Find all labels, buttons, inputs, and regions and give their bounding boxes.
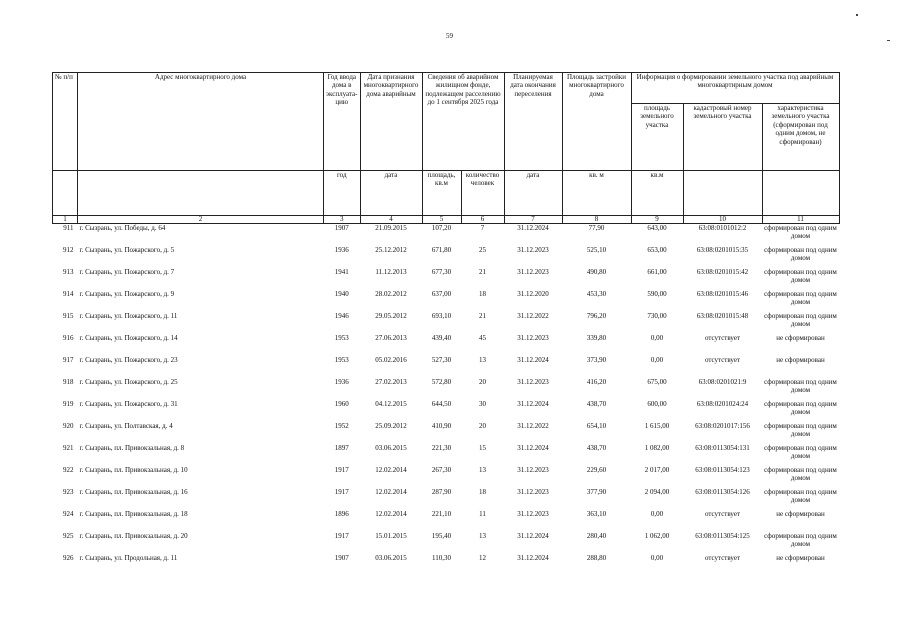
row-planned-date: 31.12.2024 [517,554,549,562]
header-unit-empty [762,171,839,216]
row-address: г. Сызрань, пл. Привокзальная, д. 18 [79,510,188,518]
row-area: 267,30 [431,466,452,474]
row-area: 110,30 [432,554,451,562]
column-number: 8 [562,216,631,224]
row-land-area: 1 062,00 [644,532,670,540]
row-building-area: 280,40 [586,532,607,540]
row-year: 1953 [334,356,349,364]
row-building-area: 525,10 [586,246,607,254]
row-area: 221,10 [431,510,452,518]
row-characteristic: не сформирован [776,554,825,562]
column-number: 1 [53,216,78,224]
row-land-area: 675,00 [647,378,667,386]
row-planned-date: 31.12.2023 [517,488,549,496]
header-unit-empty [78,171,324,216]
row-area: 287,90 [431,488,452,496]
row-land-area: 0,00 [650,554,664,562]
row-year: 1953 [334,334,349,342]
table-row [53,510,840,532]
row-cadastral: 63:08:0113054:123 [695,466,750,474]
table-row [53,488,840,510]
row-recognition-date: 15.01.2015 [375,532,407,540]
row-characteristic: не сформирован [776,356,825,364]
header-unit-sqm2: кв.м [631,171,683,216]
row-recognition-date: 05.02.2016 [375,356,407,364]
row-people: 13 [479,532,486,540]
row-building-area: 373,90 [586,356,607,364]
row-area: 527,30 [431,356,452,364]
row-number: 914 [63,290,74,298]
page-number: 59 [446,32,453,40]
row-land-area: 0,00 [650,510,664,518]
row-planned-date: 31.12.2023 [517,268,549,276]
row-land-area: 2 094,00 [644,488,670,496]
header-unit-sqm: кв. м [562,171,631,216]
row-characteristic: сформирован под одним домом [764,488,837,504]
header-unit-date: дата [360,171,422,216]
row-area: 693,10 [431,312,452,320]
row-year: 1936 [334,378,349,386]
row-people: 21 [479,312,486,320]
header-land-area: площадь земельного участка [631,104,683,171]
row-building-area: 288,80 [586,554,607,562]
row-year: 1946 [334,312,349,320]
row-recognition-date: 03.06.2015 [375,554,407,562]
row-recognition-date: 12.02.2014 [375,466,407,474]
row-people: 18 [479,488,486,496]
header-unit-date2: дата [504,171,562,216]
row-building-area: 438,70 [586,400,607,408]
row-number: 913 [63,268,74,276]
row-area: 644,50 [431,400,452,408]
header-unit-empty [683,171,762,216]
row-characteristic: сформирован под одним домом [764,224,837,240]
row-people: 30 [479,400,486,408]
row-planned-date: 31.12.2020 [517,290,549,298]
row-characteristic: сформирован под одним домом [764,400,837,416]
row-number: 917 [63,356,74,364]
row-building-area: 229,60 [586,466,607,474]
row-building-area: 796,20 [586,312,607,320]
row-cadastral: отсутствует [704,554,741,562]
row-address: г. Сызрань, пл. Привокзальная, д. 16 [79,488,188,496]
row-year: 1917 [334,488,349,496]
row-people: 13 [479,466,486,474]
row-land-area: 1 615,00 [644,422,670,430]
header-num: № п/п [53,73,78,171]
row-building-area: 363,10 [586,510,607,518]
row-recognition-date: 03.06.2015 [375,444,407,452]
row-cadastral: 63:08:0101012:2 [698,224,747,232]
row-area: 439,40 [431,334,452,342]
row-area: 410,90 [431,422,452,430]
row-cadastral: 63:08:0113054:125 [695,532,750,540]
row-number: 912 [63,246,74,254]
row-people: 25 [479,246,486,254]
row-characteristic: сформирован под одним домом [764,246,837,262]
row-land-area: 661,00 [647,268,667,276]
header-fund-info: Сведения об аварийном жилищном фонде, подлежащем расселению до 1 сентября 2025 года [422,73,504,171]
column-number: 11 [762,216,839,224]
row-planned-date: 31.12.2024 [517,224,549,232]
row-people: 7 [480,224,485,232]
row-people: 11 [479,510,486,518]
column-number: 7 [504,216,562,224]
scan-speck [887,40,890,41]
row-people: 21 [479,268,486,276]
row-number: 924 [63,510,74,518]
row-people: 12 [479,554,486,562]
row-planned-date: 31.12.2024 [517,356,549,364]
table-row [53,422,840,444]
row-characteristic: сформирован под одним домом [764,378,837,394]
row-recognition-date: 21.09.2015 [375,224,407,232]
table-row [53,400,840,422]
header-unit-empty [53,171,78,216]
table-row [53,290,840,312]
row-planned-date: 31.12.2024 [517,400,549,408]
row-area: 671,80 [431,246,452,254]
row-building-area: 377,90 [586,488,607,496]
row-recognition-date: 27.06.2013 [375,334,407,342]
row-number: 918 [63,378,74,386]
row-number: 922 [63,466,74,474]
table-row [53,246,840,268]
row-people: 15 [479,444,486,452]
row-address: г. Сызрань, ул. Пожарского, д. 31 [79,400,178,408]
row-recognition-date: 27.02.2013 [375,378,407,386]
column-number: 6 [461,216,504,224]
table-row [53,532,840,554]
row-land-area: 643,00 [647,224,667,232]
table-row [53,444,840,466]
row-recognition-date: 29.05.2012 [375,312,407,320]
row-land-area: 2 017,00 [644,466,670,474]
row-address: г. Сызрань, пл. Привокзальная, д. 8 [79,444,185,452]
column-number: 3 [324,216,361,224]
row-cadastral: 63:08:0201017:156 [695,422,750,430]
row-cadastral: отсутствует [704,510,741,518]
row-number: 916 [63,334,74,342]
row-recognition-date: 25.09.2012 [375,422,407,430]
header-land-info: Информация о формировании земельного участка под аварийным многоквартирным домом [631,73,839,104]
row-building-area: 77,90 [588,224,605,232]
row-building-area: 438,70 [586,444,607,452]
emergency-housing-table [52,72,840,568]
row-number: 919 [63,400,74,408]
row-people: 20 [479,422,486,430]
row-characteristic: сформирован под одним домом [764,290,837,306]
row-land-area: 0,00 [650,334,664,342]
row-address: г. Сызрань, пл. Привокзальная, д. 20 [79,532,188,540]
row-planned-date: 31.12.2023 [517,246,549,254]
table-row [53,268,840,290]
row-area: 637,00 [431,290,452,298]
row-recognition-date: 11.12.2013 [375,268,407,276]
row-building-area: 416,20 [586,378,607,386]
row-planned-date: 31.12.2023 [517,378,549,386]
table-row [53,554,840,568]
header-unit-area: площадь, кв.м [422,171,461,216]
row-number: 926 [63,554,74,562]
row-land-area: 730,00 [647,312,667,320]
row-area: 677,30 [431,268,452,276]
header-cadastral: кадастровый номер земельного участка [683,104,762,171]
row-land-area: 0,00 [650,356,664,364]
row-planned-date: 31.12.2024 [517,444,549,452]
row-number: 925 [63,532,74,540]
column-number: 2 [78,216,324,224]
row-characteristic: сформирован под одним домом [764,444,837,460]
row-planned-date: 31.12.2023 [517,510,549,518]
row-land-area: 590,00 [647,290,667,298]
table-row [53,356,840,378]
row-address: г. Сызрань, ул. Победы, д. 64 [79,224,166,232]
row-recognition-date: 28.02.2012 [375,290,407,298]
row-address: г. Сызрань, ул. Пожарского, д. 7 [79,268,175,276]
row-people: 20 [479,378,486,386]
table-row [53,334,840,356]
row-building-area: 654,10 [586,422,607,430]
row-number: 911 [63,224,74,232]
row-cadastral: отсутствует [704,334,741,342]
row-area: 195,40 [431,532,452,540]
row-year: 1917 [334,532,349,540]
row-recognition-date: 12.02.2014 [375,488,407,496]
row-building-area: 490,80 [586,268,607,276]
row-characteristic: сформирован под одним домом [764,268,837,284]
row-address: г. Сызрань, ул. Пожарского, д. 11 [79,312,178,320]
row-number: 921 [63,444,74,452]
row-recognition-date: 04.12.2015 [375,400,407,408]
row-recognition-date: 12.02.2014 [375,510,407,518]
row-year: 1896 [334,510,349,518]
row-characteristic: сформирован под одним домом [764,312,837,328]
header-unit-people: количество человек [461,171,504,216]
row-building-area: 339,80 [586,334,607,342]
table-row [53,224,840,247]
header-recognition-date: Дата признания многоквартирного дома аварийным [360,73,422,171]
row-recognition-date: 25.12.2012 [375,246,407,254]
row-cadastral: 63:08:0113054:126 [695,488,750,496]
row-characteristic: не сформирован [776,334,825,342]
row-cadastral: 63:08:0201021:9 [698,378,747,386]
row-area: 107,20 [431,224,452,232]
row-land-area: 1 082,00 [644,444,670,452]
row-year: 1907 [334,554,349,562]
row-planned-date: 31.12.2022 [517,422,549,430]
row-year: 1952 [334,422,349,430]
row-number: 915 [63,312,74,320]
row-year: 1960 [334,400,349,408]
row-planned-date: 31.12.2022 [517,312,549,320]
row-year: 1897 [334,444,349,452]
row-year: 1941 [334,268,349,276]
row-characteristic: сформирован под одним домом [764,532,837,548]
row-characteristic: сформирован под одним домом [764,422,837,438]
row-year: 1940 [334,290,349,298]
row-address: г. Сызрань, ул. Пожарского, д. 14 [79,334,178,342]
row-number: 923 [63,488,74,496]
row-cadastral: 63:08:0201015:42 [696,268,749,276]
row-planned-date: 31.12.2023 [517,466,549,474]
row-year: 1907 [334,224,349,232]
row-land-area: 653,00 [647,246,667,254]
row-year: 1917 [334,466,349,474]
row-characteristic: сформирован под одним домом [764,466,837,482]
row-cadastral: 63:08:0201024:24 [696,400,749,408]
column-number: 5 [422,216,461,224]
row-cadastral: 63:08:0201015:46 [696,290,749,298]
scan-speck [856,14,858,16]
table-row [53,378,840,400]
row-cadastral: отсутствует [704,356,741,364]
table-row [53,466,840,488]
row-planned-date: 31.12.2023 [517,334,549,342]
row-year: 1936 [334,246,349,254]
row-people: 45 [479,334,486,342]
header-address: Адрес многоквартирного дома [78,73,324,171]
header-characteristic: характеристика земельного участка (сформирован под одним домом, не сформирован) [762,104,839,171]
column-number: 10 [683,216,762,224]
header-year: Год ввода дома в эксплуата-цию [324,73,361,171]
column-number: 9 [631,216,683,224]
header-planned-date: Планируемая дата окончания переселения [504,73,562,171]
row-planned-date: 31.12.2024 [517,532,549,540]
row-land-area: 600,00 [647,400,667,408]
table-row [53,312,840,334]
row-address: г. Сызрань, ул. Пожарского, д. 23 [79,356,178,364]
row-address: г. Сызрань, ул. Пожарского, д. 5 [79,246,175,254]
row-characteristic: не сформирован [776,510,825,518]
row-address: г. Сызрань, ул. Пожарского, д. 25 [79,378,178,386]
row-people: 18 [479,290,486,298]
header-building-area: Площадь застройки многоквартирного дома [562,73,631,171]
row-area: 221,30 [431,444,452,452]
column-number: 4 [360,216,422,224]
row-cadastral: 63:08:0201015:35 [696,246,749,254]
row-area: 572,80 [431,378,452,386]
row-cadastral: 63:08:0113054:131 [695,444,750,452]
row-address: г. Сызрань, ул. Полтавская, д. 4 [79,422,173,430]
header-unit-year: год [324,171,361,216]
row-people: 13 [479,356,486,364]
row-number: 920 [63,422,74,430]
row-building-area: 453,30 [586,290,607,298]
row-cadastral: 63:08:0201015:48 [696,312,749,320]
row-address: г. Сызрань, ул. Пожарского, д. 9 [79,290,175,298]
row-address: г. Сызрань, ул. Продольная, д. 11 [79,554,178,562]
row-address: г. Сызрань, пл. Привокзальная, д. 10 [79,466,188,474]
